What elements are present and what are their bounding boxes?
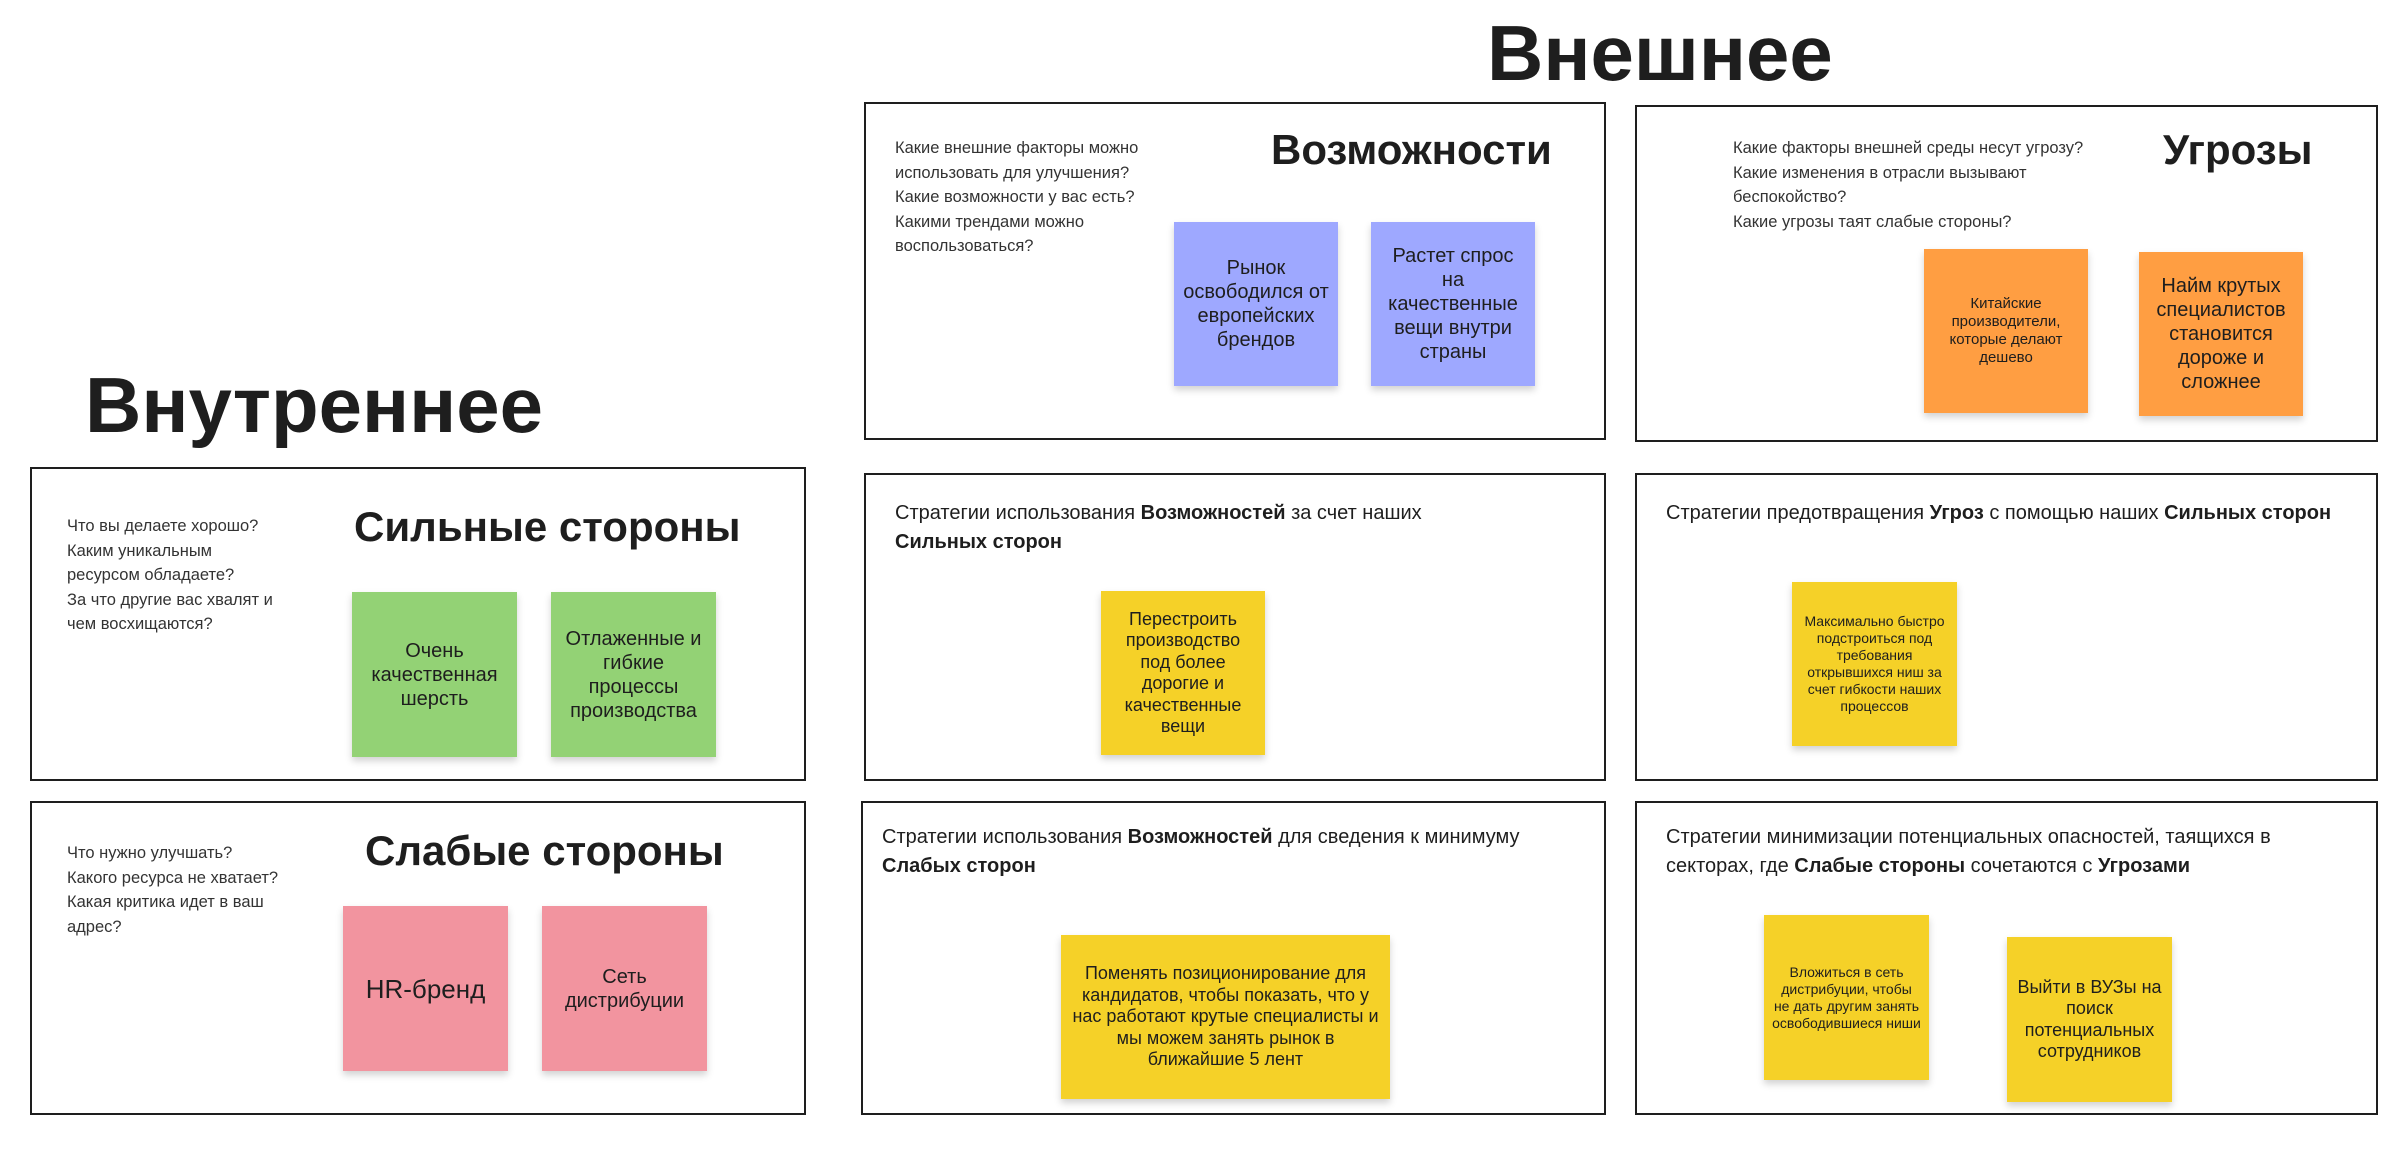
sticky-note[interactable]: [343, 906, 508, 1071]
weaknesses-frame[interactable]: [30, 801, 806, 1115]
threats-frame[interactable]: [1635, 105, 2378, 442]
sticky-note[interactable]: [542, 906, 707, 1071]
sticky-note-text: Выйти в ВУЗы на поиск потенциальных сотрудников: [2017, 976, 2162, 1061]
strengths-questions: Что вы делаете хорошо? Каким уникальным ресурсом обладаете? За что другие вас хвалят и чем восхищаются?: [67, 517, 273, 633]
threats-title: Угрозы: [2163, 126, 2313, 173]
sticky-note-text: Рынок освободился от европейских брендов: [1183, 257, 1329, 351]
so-strategy-frame[interactable]: [864, 473, 1606, 781]
wt-strategy-caption: Стратегии минимизации потенциальных опасностей, таящихся в секторах, где Слабые стороны сочетаются с Угрозами: [1666, 826, 2271, 877]
wt-strategy-frame[interactable]: [1635, 801, 2378, 1115]
external-heading: Внешнее: [1487, 9, 1833, 97]
strengths-frame[interactable]: [30, 467, 806, 781]
sticky-note[interactable]: [1371, 222, 1535, 386]
sticky-note-text: Отлаженные и гибкие процессы производства: [565, 627, 702, 722]
sticky-note-text: Очень качественная шерсть: [371, 639, 498, 710]
sticky-note-text: Растет спрос на качественные вещи внутри страны: [1388, 245, 1518, 363]
opportunities-questions: Какие внешние факторы можно использовать для улучшения? Какие возможности у вас есть? Какими трендами можно воспользоваться?: [895, 139, 1139, 255]
sticky-note[interactable]: [1174, 222, 1338, 386]
sticky-note-text: Китайские производители, которые делают дешево: [1949, 295, 2063, 366]
wo-strategy-caption: Стратегии использования Возможностей для сведения к минимуму Слабых сторон: [882, 826, 1520, 877]
sticky-note[interactable]: [1792, 582, 1957, 746]
sticky-note-text: Поменять позиционирование для кандидатов, чтобы показать, что у нас работают крутые специалисты и мы можем занять рынок в ближайшие 5 лент: [1072, 963, 1379, 1070]
sticky-note[interactable]: [1061, 935, 1390, 1099]
sticky-note-text: Сеть дистрибуции: [564, 965, 685, 1012]
st-strategy-frame[interactable]: [1635, 473, 2378, 781]
sticky-note-text: Максимально быстро подстроиться под требования открывшихся ниш за счет гибкости наших процессов: [1804, 613, 1945, 714]
sticky-note-text: Вложиться в сеть дистрибуции, чтобы не дать другим занять освободившиеся ниши: [1772, 963, 1921, 1031]
wo-strategy-frame[interactable]: [861, 801, 1606, 1115]
opportunities-title: Возможности: [1271, 126, 1552, 173]
internal-heading: Внутреннее: [85, 361, 543, 449]
sticky-note[interactable]: [1764, 915, 1929, 1080]
st-strategy-caption: Стратегии предотвращения Угроз с помощью наших Сильных сторон: [1666, 502, 2332, 524]
sticky-note[interactable]: [1101, 591, 1265, 755]
sticky-note-text: Перестроить производство под более дорогие и качественные вещи: [1124, 608, 1242, 736]
opportunities-frame[interactable]: [864, 102, 1606, 440]
so-strategy-caption: Стратегии использования Возможностей за счет наших Сильных сторон: [895, 502, 1422, 553]
sticky-note-text: HR-бренд: [365, 973, 486, 1004]
sticky-note[interactable]: [2139, 252, 2303, 416]
sticky-note[interactable]: [551, 592, 716, 757]
threats-questions: Какие факторы внешней среды несут угрозу? Какие изменения в отрасли вызывают беспокойство? Какие угрозы таят слабые стороны?: [1733, 139, 2084, 231]
strengths-title: Сильные стороны: [354, 503, 741, 550]
sticky-note-text: Найм крутых специалистов становится дороже и сложнее: [2156, 275, 2286, 393]
sticky-note[interactable]: [352, 592, 517, 757]
sticky-note[interactable]: [1924, 249, 2088, 413]
sticky-note[interactable]: [2007, 937, 2172, 1102]
weaknesses-questions: Что нужно улучшать? Какого ресурса не хватает? Какая критика идет в ваш адрес?: [67, 844, 279, 936]
weaknesses-title: Слабые стороны: [365, 827, 724, 874]
